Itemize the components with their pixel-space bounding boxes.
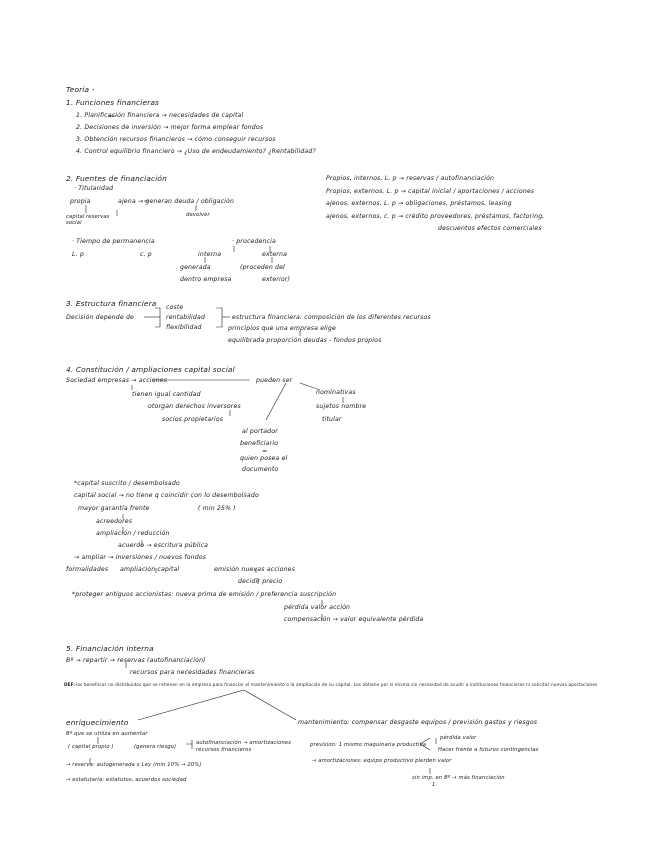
- s4-sociedad: Sociedad empresas → acciones: [66, 377, 167, 384]
- s3-decision: Decisión depende de: [66, 314, 134, 321]
- s2-right-line: ajenos, externos, c. p → crédito proveedores, préstamos, factoring,: [326, 213, 545, 220]
- s4-beneficiario: beneficiario: [240, 440, 279, 447]
- s4-capital-line: capital social → no tiene q coincidir con lo desembolsado: [74, 492, 259, 499]
- s3-equilibrio: equilibrada proporción deudas - fondos propios: [228, 337, 382, 344]
- s5-beneficio: Bº → repartir → reservas (autofinanciación): [66, 657, 206, 664]
- s4-otorgan: otorgan derechos inversores: [148, 403, 241, 410]
- s5-recursos-fin: recursos financieros: [196, 747, 252, 753]
- s4-ampliacion: ampliación / reducción: [96, 530, 170, 537]
- s5-genera: (genera riesgo): [134, 744, 177, 750]
- s5-estatutaria: → estatutaria: estatutos, acuerdos sociedad: [66, 777, 187, 783]
- s5-recursos: recursos para necesidades financieras: [130, 669, 255, 676]
- s3-flexibilidad: flexibilidad: [166, 324, 202, 331]
- section-4-title: 4. Constitución / ampliaciones capital social: [66, 365, 235, 374]
- s5-def: los beneficios no distribuidos que se retienen en la empresa para financiar el mantenimiento o la ampliación de su capital. Los obtiene por sí misma sin necesidad de acudir a instituciones financieras ni solicitar nuevas aportaciones: [76, 682, 598, 687]
- s2-devolver: devolver: [186, 212, 210, 218]
- s4-emision: emisión nuevas acciones: [214, 566, 295, 573]
- section-5-title: 5. Financiación interna: [66, 644, 154, 653]
- s5-hacer: Hacer frente a futuros contingencias: [438, 747, 539, 753]
- s2-externa: externa: [262, 251, 288, 258]
- s2-exterior: exterior): [262, 276, 291, 283]
- s5-mantenimiento: mantenimiento: compensar desgaste equipos / previsión gastos y riesgos: [298, 719, 538, 726]
- s4-portador: al portador: [242, 428, 278, 435]
- s1-item: 1. Planificación financiera → necesidades de capital: [76, 112, 244, 119]
- s2-ajena: ajena → generan deuda / obligación: [118, 198, 235, 205]
- s2-proceden: (proceden del: [240, 264, 285, 271]
- s4-compensacion: compensación → valor equivalente pérdida: [284, 616, 424, 623]
- s4-perdida: pérdida valor acción: [284, 604, 351, 611]
- s4-documento: documento: [242, 466, 279, 473]
- s2-social: social: [66, 220, 82, 226]
- s5-prevision: previsión: 1 mismo maquinaria productiva: [310, 742, 427, 748]
- s4-titular: titular: [322, 416, 342, 423]
- s2-permanencia: · Tiempo de permanencia: [72, 238, 155, 245]
- s2-reservas: reservas: [86, 214, 110, 220]
- s2-propia: propia: [70, 198, 91, 205]
- page-number: 1: [432, 782, 436, 788]
- s1-item: 4. Control equilibrio financiero → ¿Uso de endeudamiento? ¿Rentabilidad?: [76, 148, 316, 155]
- s2-generada: generada: [180, 264, 211, 271]
- s2-right-line: Propios, externos, L. p → capital inicial / aportaciones / acciones: [326, 188, 535, 195]
- s5-autofin: autofinanciación → amortizaciones: [196, 740, 292, 746]
- s2-cp: c. p: [140, 251, 152, 258]
- section-1-title: 1. Funciones financieras: [66, 98, 160, 107]
- s4-pueden: pueden ser: [256, 377, 293, 384]
- s3-principios: principios que una empresa elige: [228, 325, 336, 332]
- s5-capital-prop: ( capital propio ): [68, 744, 114, 750]
- s5-bo-que: Bº que se utiliza en aumentar: [66, 731, 148, 737]
- s4-tienen: tienen igual cantidad: [132, 391, 201, 398]
- s5-reserva: → reserva: autogenerada x Ley (min 10% → 20%): [66, 762, 202, 768]
- s4-ampliar: → ampliar → inversiones / nuevos fondos: [74, 554, 207, 561]
- section-2-title: 2. Fuentes de financiación: [66, 174, 167, 183]
- s5-def-label: DEF:: [64, 682, 76, 687]
- s2-capital: capital: [66, 214, 85, 220]
- s5-enriquecimiento: enriquecimiento: [66, 718, 129, 727]
- s3-rentabilidad: rentabilidad: [166, 314, 206, 321]
- s4-decidir: decidir precio: [238, 578, 283, 585]
- s4-acuerdo: acuerdo → escritura pública: [118, 542, 209, 549]
- s5-perdida-valor: pérdida valor: [440, 735, 477, 741]
- s3-coste: coste: [166, 304, 184, 311]
- s5-amortizaciones: → amortizaciones: equipo productivo pierden valor: [312, 758, 452, 764]
- s2-right-line: Propios, internos, L. p → reservas / autofinanciación: [326, 175, 495, 182]
- s5-sin: sin imp. en Bº → más financiación: [412, 775, 505, 781]
- s1-item: 2. Decisiones de inversión → mejor forma emplear fondos: [76, 124, 264, 131]
- section-3-title: 3. Estructura financiera: [66, 299, 157, 308]
- s2-interna: interna: [198, 251, 222, 258]
- s4-equals: =: [262, 448, 268, 455]
- s4-capital-title: *capital suscrito / desembolsado: [74, 480, 180, 487]
- s2-dentro: dentro empresa: [180, 276, 232, 283]
- s4-socios: socios propietarios: [162, 416, 224, 423]
- s4-sujetos: sujetos nombre: [316, 403, 367, 410]
- s4-nominativas: nominativas: [316, 389, 356, 396]
- s2-procedencia: · procedencia: [232, 238, 276, 245]
- s4-mayor: mayor garantía frente: [78, 505, 150, 512]
- s1-item: 3. Obtención recursos financieros → cómo conseguir recursos: [76, 136, 276, 143]
- s2-titularidad: · Titularidad: [74, 185, 114, 192]
- s4-ampliacion-capital: ampliación capital: [120, 566, 180, 573]
- s4-quien: quien posea el: [240, 455, 288, 462]
- s4-formalidades: formalidades: [66, 566, 109, 573]
- page-heading: Teoría -: [66, 85, 95, 94]
- s2-lp: L. p: [72, 251, 84, 258]
- s4-acreedores: acreedores: [96, 518, 133, 525]
- s2-right-line: ajenos, externos, L. p → obligaciones, préstamos, leasing: [326, 200, 512, 207]
- s2-descuentos: descuentos efectos comerciales: [438, 225, 542, 232]
- s4-min: ( min 25% ): [198, 505, 236, 512]
- s3-estructura: estructura financiera: composición de los diferentes recursos: [232, 314, 431, 321]
- s4-proteger: *proteger antiguos accionistas: nueva prima de emisión / preferencia suscripción: [72, 591, 337, 598]
